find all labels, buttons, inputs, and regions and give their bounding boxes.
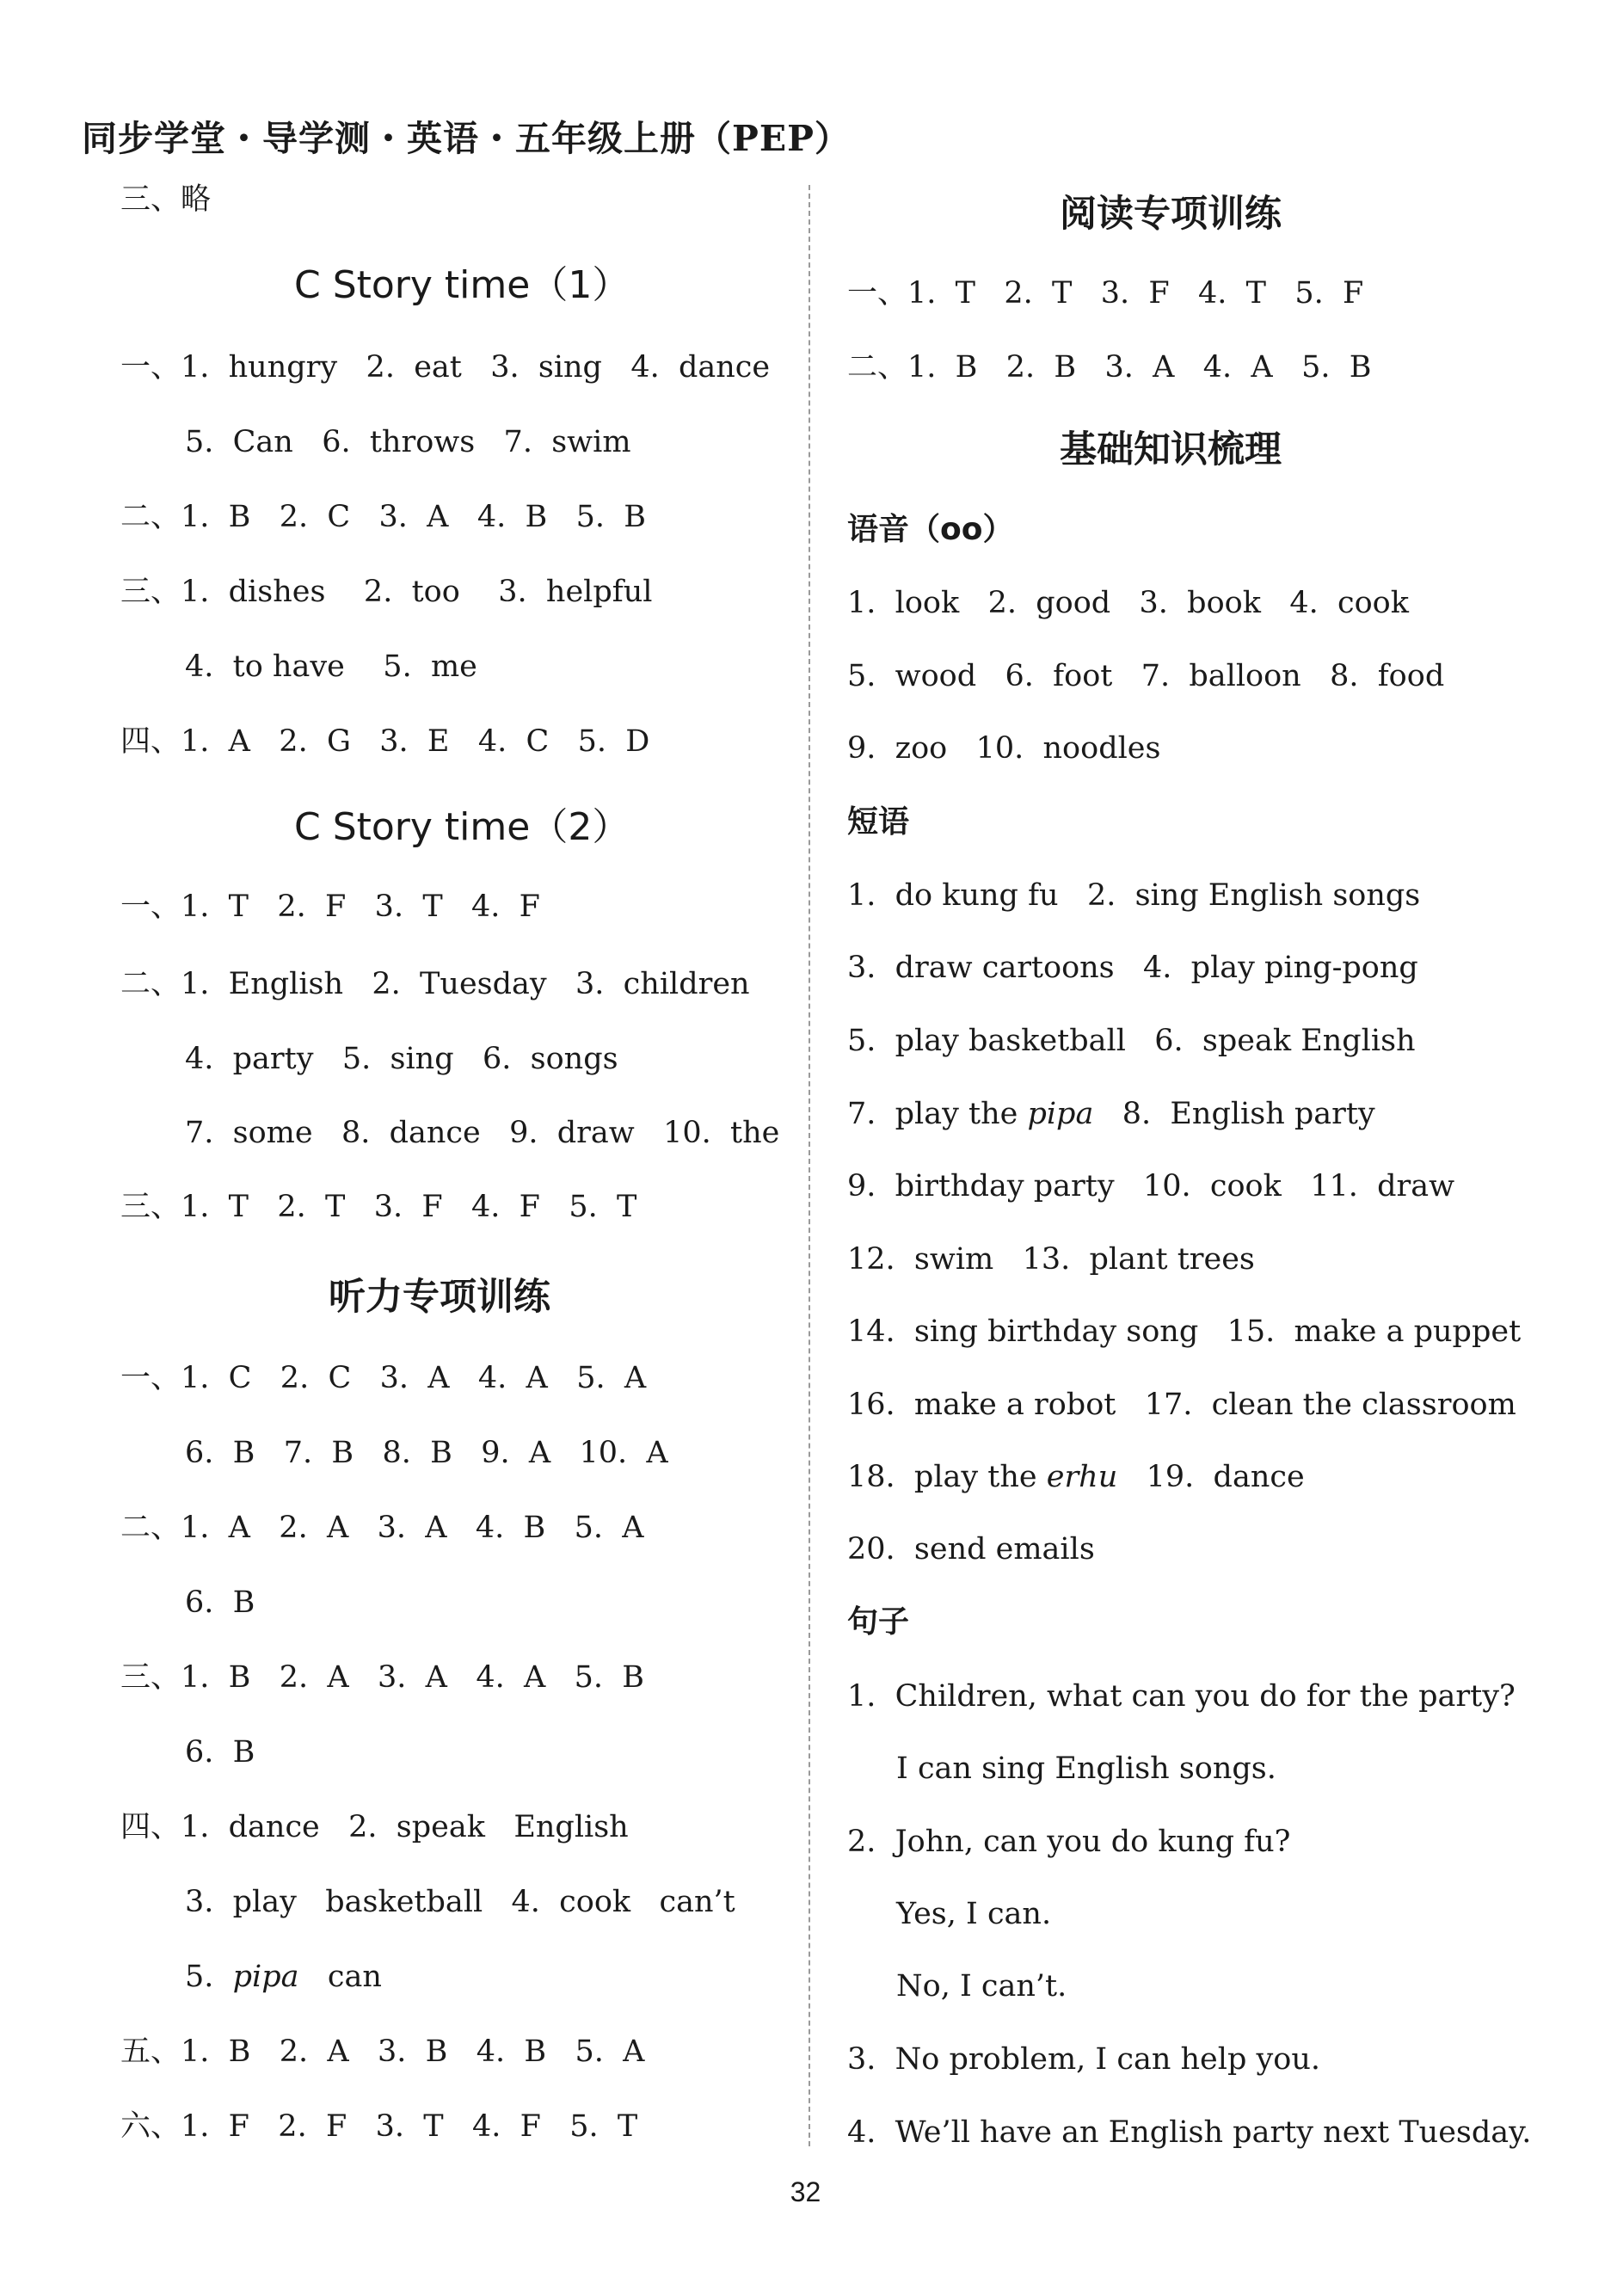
subsection-title: 短语 xyxy=(847,804,910,840)
answer-line: 二、1. English 2. Tuesday 3. children xyxy=(120,967,750,1001)
answer-line: 二、1. B 2. B 3. A 4. A 5. B xyxy=(847,350,1372,385)
answer-line: 四、1. A 2. G 3. E 4. C 5. D xyxy=(120,724,650,759)
answer-line: 一、1. T 2. T 3. F 4. T 5. F xyxy=(847,276,1364,311)
answer-line: 三、1. T 2. T 3. F 4. F 5. T xyxy=(120,1190,637,1224)
answer-line: 五、1. B 2. A 3. B 4. B 5. A xyxy=(120,2034,645,2069)
italic-term: erhu xyxy=(1046,1460,1118,1494)
answer-text: 8. English party xyxy=(1093,1097,1375,1131)
answer-text: 18. play the xyxy=(847,1460,1047,1494)
answer-line: 4. party 5. sing 6. songs xyxy=(185,1042,618,1076)
answer-line: 4. We’ll have an English party next Tuesday. xyxy=(847,2115,1532,2150)
answer-line: 3. draw cartoons 4. play ping-pong xyxy=(847,951,1418,985)
answer-line: 5. play basketball 6. speak English xyxy=(847,1024,1416,1058)
answer-line xyxy=(847,1099,1375,1130)
answer-line: 一、1. C 2. C 3. A 4. A 5. A xyxy=(120,1361,647,1395)
answer-line: 12. swim 13. plant trees xyxy=(847,1242,1255,1277)
answer-line xyxy=(185,1962,382,1992)
answer-line: 3. play basketball 4. cook can’t xyxy=(185,1885,735,1919)
answer-line: 14. sing birthday song 15. make a puppet xyxy=(847,1314,1522,1349)
answer-line: 4. to have 5. me xyxy=(185,649,477,684)
answer-line: I can sing English songs. xyxy=(896,1751,1276,1786)
answer-line: No, I can’t. xyxy=(896,1969,1067,2004)
column-divider xyxy=(809,185,810,2146)
answer-text: can xyxy=(298,1960,382,1994)
section-title: C Story time（2） xyxy=(294,805,630,849)
answer-line: 二、1. B 2. C 3. A 4. B 5. B xyxy=(120,500,646,534)
answer-text: 5. xyxy=(185,1960,233,1994)
answer-line: 6. B xyxy=(185,1735,255,1770)
answer-line: 5. wood 6. foot 7. balloon 8. food xyxy=(847,659,1445,693)
answer-line: 1. do kung fu 2. sing English songs xyxy=(847,878,1421,913)
answer-line: 三、1. B 2. A 3. A 4. A 5. B xyxy=(120,1660,644,1695)
answer-text: 19. dance xyxy=(1117,1460,1305,1494)
answer-line: 一、1. T 2. F 3. T 4. F xyxy=(120,889,540,924)
answer-line: 6. B xyxy=(185,1585,255,1620)
answer-line: 三、1. dishes 2. too 3. helpful xyxy=(120,575,653,609)
book-header: 同步学堂・导学测・英语・五年级上册（PEP） xyxy=(82,118,851,159)
answer-line: 二、1. A 2. A 3. A 4. B 5. A xyxy=(120,1511,644,1545)
answer-line: 20. send emails xyxy=(847,1532,1095,1567)
answer-line: 1. Children, what can you do for the party? xyxy=(847,1679,1516,1714)
subsection-title: 句子 xyxy=(847,1604,910,1640)
answer-text: 7. play the xyxy=(847,1097,1028,1131)
section-title: 基础知识梳理 xyxy=(1060,428,1282,471)
answer-line: 3. No problem, I can help you. xyxy=(847,2042,1321,2077)
answer-line: 四、1. dance 2. speak English xyxy=(120,1810,629,1844)
answer-line: 三、略 xyxy=(120,182,212,217)
answer-line: 1. look 2. good 3. book 4. cook xyxy=(847,586,1409,620)
answer-line: 2. John, can you do kung fu? xyxy=(847,1825,1291,1859)
answer-line: 一、1. hungry 2. eat 3. sing 4. dance xyxy=(120,350,771,385)
section-title: 阅读专项训练 xyxy=(1060,193,1282,236)
subsection-title: 语音（oo） xyxy=(847,512,1014,547)
answer-line: Yes, I can. xyxy=(896,1897,1052,1931)
page-number: 32 xyxy=(790,2176,821,2207)
answer-line: 6. B 7. B 8. B 9. A 10. A xyxy=(185,1436,668,1470)
answer-line: 16. make a robot 17. clean the classroom xyxy=(847,1388,1516,1422)
italic-term: pipa xyxy=(1027,1097,1094,1131)
answer-line: 9. birthday party 10. cook 11. draw xyxy=(847,1169,1455,1203)
answer-line xyxy=(847,1462,1305,1493)
section-title: 听力专项训练 xyxy=(329,1276,550,1319)
italic-term: pipa xyxy=(232,1960,299,1994)
answer-line: 7. some 8. dance 9. draw 10. the xyxy=(185,1116,780,1150)
section-title: C Story time（1） xyxy=(294,263,630,307)
answer-line: 5. Can 6. throws 7. swim xyxy=(185,425,631,459)
answer-line: 六、1. F 2. F 3. T 4. F 5. T xyxy=(120,2109,638,2144)
answer-line: 9. zoo 10. noodles xyxy=(847,731,1161,766)
